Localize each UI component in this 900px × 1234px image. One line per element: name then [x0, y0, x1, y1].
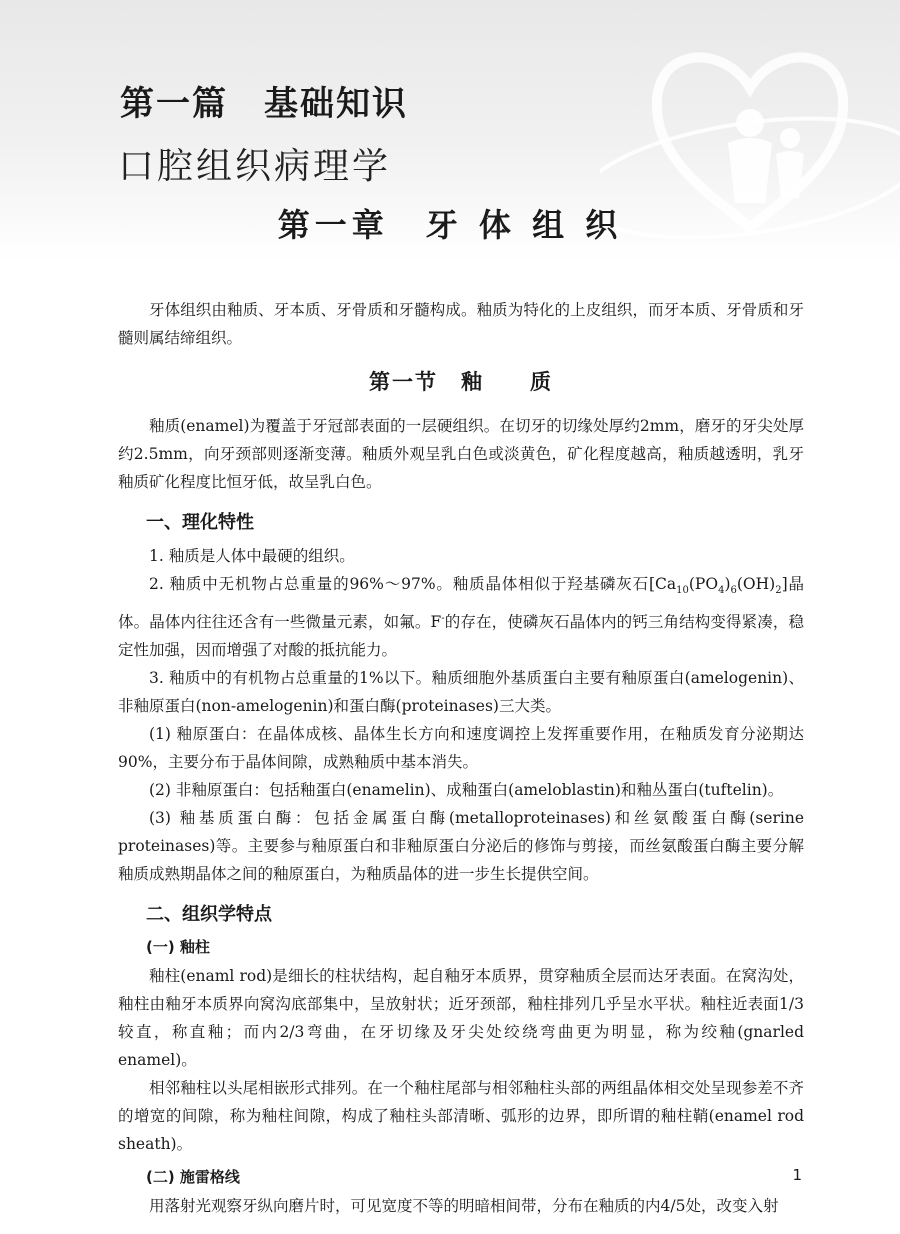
paragraph-amelogenin: (1) 釉原蛋白：在晶体成核、晶体生长方向和速度调控上发挥重要作用，在釉质发育分泌期达90%，主要分布于晶体间隙，成熟釉质中基本消失。 — [118, 725, 804, 772]
paragraph-proteinases: (3) 釉基质蛋白酶：包括金属蛋白酶(metalloproteinases)和丝氨酸蛋白酶(serine proteinases)等。主要参与釉原蛋白和非釉原蛋白分泌后的修饰与剪接，而丝氨酸蛋白酶主要分解釉质成熟期晶体之间的釉原蛋白，为釉质晶体的进一步生长提供空间。 — [118, 809, 804, 884]
paragraph-enamel-rod: 釉柱(enaml rod)是细长的柱状结构，起自釉牙本质界，贯穿釉质全层而达牙表面。在窝沟处，釉柱由釉牙本质界向窝沟底部集中，呈放射状；近牙颈部，釉柱排列几乎呈水平状。釉柱近表面1/3较直，称直釉；而内2/3弯曲，在牙切缘及牙尖处绞绕弯曲更为明显，称为绞釉(gnarled enamel)。 — [118, 967, 804, 1070]
paragraph-rod-sheath: 相邻釉柱以头尾相嵌形式排列。在一个釉柱尾部与相邻釉柱头部的两组晶体相交处呈现参差不齐的增宽的间隙，称为釉柱间隙，构成了釉柱头部清晰、弧形的边界，即所谓的釉柱鞘(enamel rod sheath)。 — [118, 1079, 804, 1154]
paragraph-inorganic-content: 2. 釉质中无机物占总重量的96%～97%。釉质晶体相似于羟基磷灰石$[Ca_{10}(PO_4)_6(OH)_2]$晶体。晶体内往往还含有一些微量元素，如氟。F-的存在，使磷灰石晶体内的钙三角结构变得紧凑，稳定性加强，因而增强了对酸的抵抗能力。 — [118, 575, 804, 660]
part-title: 第一篇 基础知识 — [120, 84, 408, 124]
paragraph-organic-content: 3. 釉质中的有机物占总重量的1%以下。釉质细胞外基质蛋白主要有釉原蛋白(amelogenin)、非釉原蛋白(non-amelogenin)和蛋白酶(proteinases)三大类。 — [118, 669, 804, 716]
chapter-intro-paragraph: 牙体组织由釉质、牙本质、牙骨质和牙髓构成。釉质为特化的上皮组织，而牙本质、牙骨质和牙髓则属结缔组织。 — [118, 301, 804, 347]
heading-enamel-rod: (一) 釉柱 — [146, 938, 210, 957]
chapter-title: 第一章 牙 体 组 织 — [277, 206, 623, 244]
main-content — [118, 296, 804, 1220]
subsection-heading-physicochemical: 一、理化特性 — [146, 512, 254, 533]
heading-hunter-schreger: (二) 施雷格线 — [146, 1168, 240, 1187]
paragraph-non-amelogenin: (2) 非釉原蛋白：包括釉蛋白(enamelin)、成釉蛋白(ameloblastin)和釉丛蛋白(tuftelin)。 — [149, 781, 784, 800]
subsection-heading-histology: 二、组织学特点 — [146, 904, 272, 926]
book-title: 口腔组织病理学 — [118, 146, 392, 187]
paragraph-hunter-schreger: 用落射光观察牙纵向磨片时，可见宽度不等的明暗相间带，分布在釉质的内4/5处，改变入射 — [149, 1197, 779, 1216]
header-band — [0, 0, 900, 262]
section-title: 第一节 釉 质 — [369, 369, 553, 394]
paragraph-hardest-tissue: 1. 釉质是人体中最硬的组织。 — [149, 547, 355, 565]
section-intro-paragraph: 釉质(enamel)为覆盖于牙冠部表面的一层硬组织。在切牙的切缘处厚约2mm，磨牙的牙尖处厚约2.5mm，向牙颈部则逐渐变薄。釉质外观呈乳白色或淡黄色，矿化程度越高，釉质越透明，乳牙釉质矿化程度比恒牙低，故呈乳白色。 — [118, 417, 804, 491]
page-number: 1 — [792, 1166, 802, 1184]
